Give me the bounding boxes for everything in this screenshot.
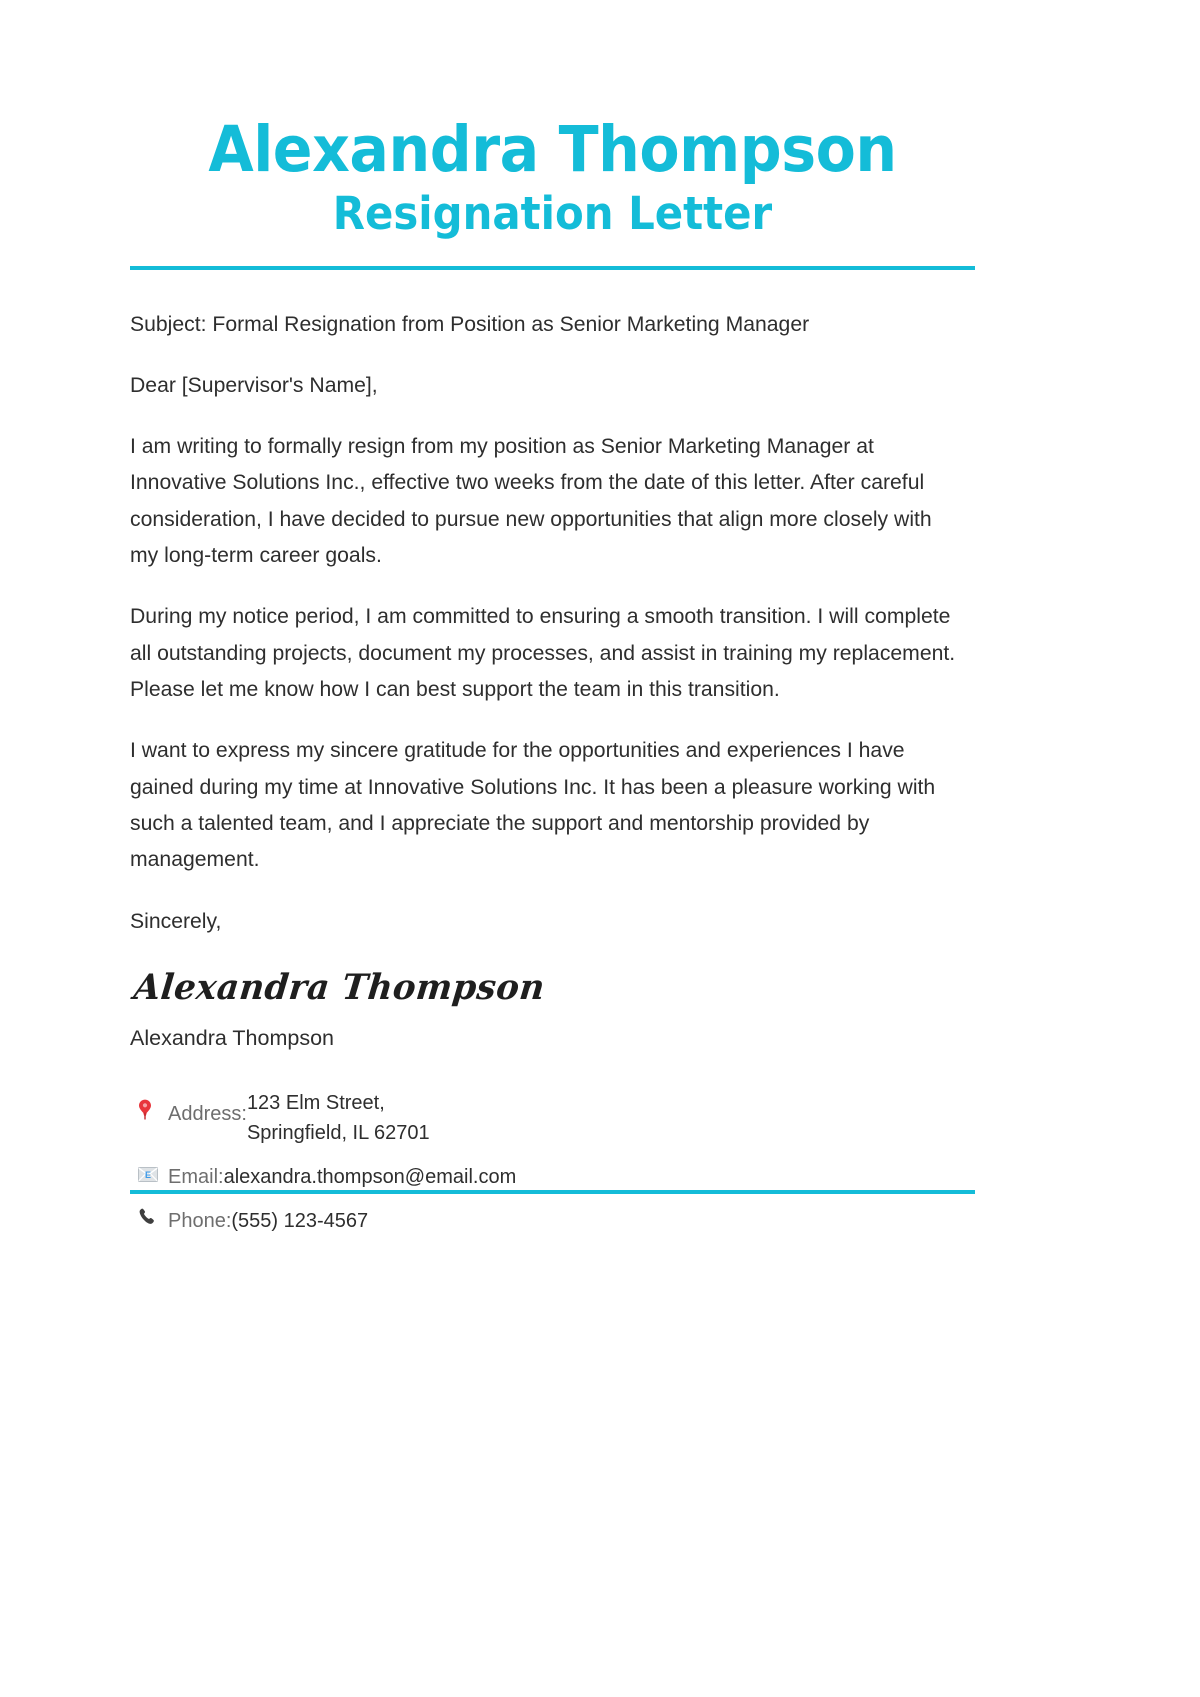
paragraph-3: I want to express my sincere gratitude for the opportunities and experiences I have gained during my time at Innovative Solutions Inc. It has been a pleasure working with such a talented team, and I appreciate the support and mentorship provided by management. (130, 738, 936, 872)
address-label: Address: (168, 1102, 247, 1125)
page-title: Alexandra Thompson (208, 113, 897, 186)
subject-line: Subject: Formal Resignation from Position as Senior Marketing Manager (130, 311, 810, 336)
telephone-receiver-icon (138, 1206, 168, 1237)
signer-printed-name: Alexandra Thompson (130, 1025, 334, 1050)
salutation-line: Dear [Supervisor's Name], (130, 372, 378, 397)
handwritten-signature: Alexandra Thompson (131, 967, 547, 1009)
contact-details (130, 1088, 975, 1237)
closing-line: Sincerely, (130, 908, 222, 933)
email-label: Email: (168, 1165, 224, 1188)
contact-address (138, 1088, 583, 1148)
letter-body (130, 306, 975, 1237)
paragraph-2: During my notice period, I am committed to ensuring a smooth transition. I will complete all outstanding projects, document my processes, and assist in training my replacement. Please let me know how I can best support the team in this transition. (130, 604, 956, 702)
map-pin-icon (138, 1088, 168, 1121)
phone-value: (555) 123-4567 (231, 1209, 369, 1232)
document-subtitle: Resignation Letter (332, 187, 773, 241)
email-envelope-icon (138, 1162, 168, 1192)
paragraph-1: I am writing to formally resign from my position as Senior Marketing Manager at Innovative Solutions Inc., effective two weeks from the date of this letter. After careful consideration, I have decided to pursue new opportunities that align more closely with my long-term career goals. (130, 434, 932, 568)
svg-text:E: E (144, 1169, 152, 1180)
document-header (130, 0, 975, 241)
contact-email (138, 1162, 538, 1192)
phone-label: Phone: (168, 1209, 232, 1232)
contact-phone (138, 1206, 583, 1237)
document-content (130, 0, 975, 1236)
header-divider (130, 266, 975, 270)
address-value: 123 Elm Street, Springfield, IL 62701 (246, 1091, 430, 1144)
email-value: alexandra.thompson@email.com (223, 1165, 517, 1188)
footer-divider (130, 1190, 975, 1194)
